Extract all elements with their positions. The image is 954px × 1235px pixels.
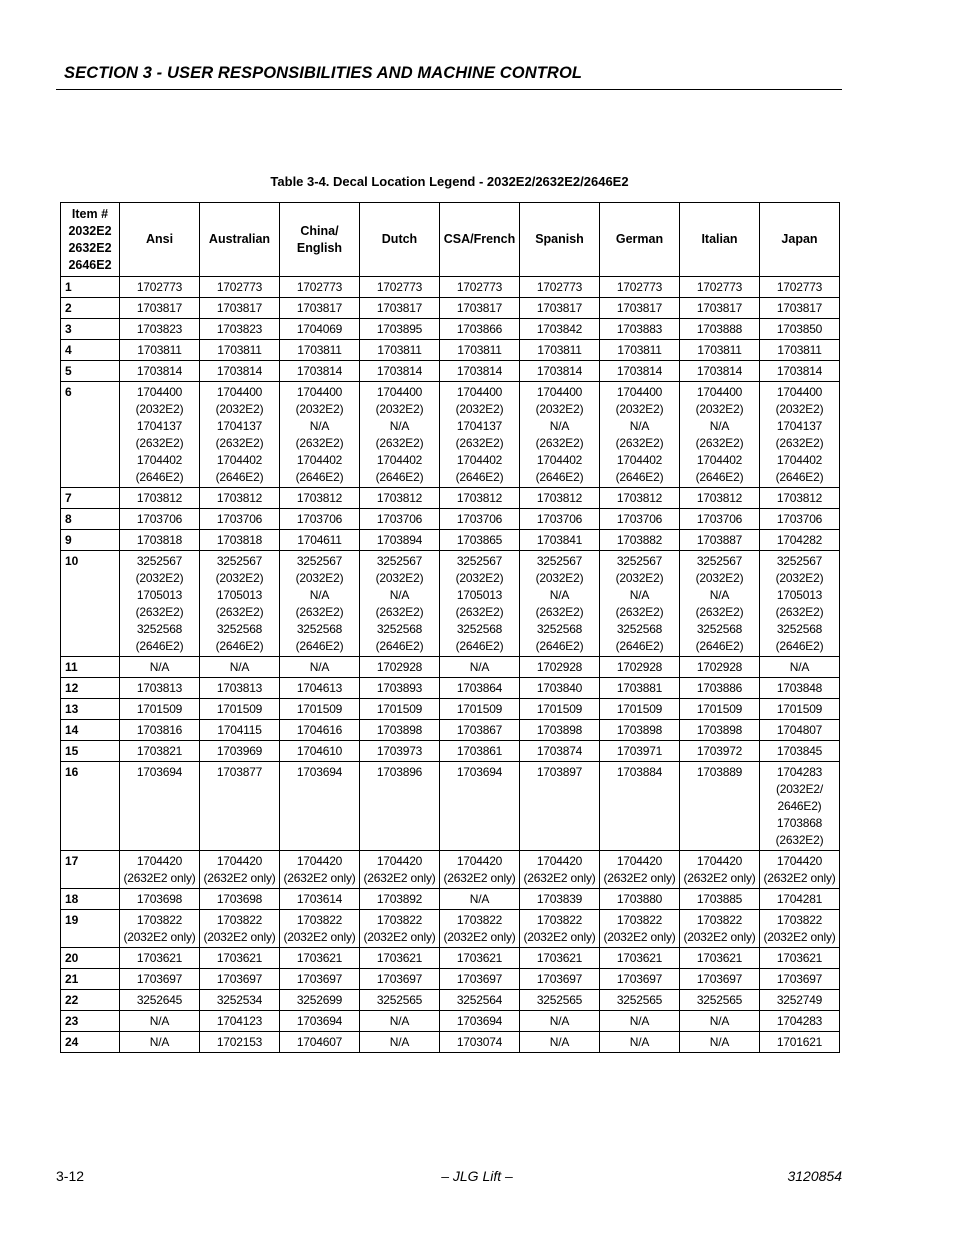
part-number-cell: 1702773 — [440, 277, 520, 298]
part-number-cell: 1704400 (2032E2) N/A (2632E2) 1704402 (2646E2) — [280, 382, 360, 488]
part-number-cell: 1703694 — [440, 762, 520, 851]
part-number-cell: 1703866 — [440, 319, 520, 340]
part-number-cell: 3252749 — [760, 990, 840, 1011]
part-number-cell: N/A — [120, 657, 200, 678]
part-number-cell: 1703886 — [680, 678, 760, 699]
part-number-cell: 1703814 — [280, 361, 360, 382]
part-number-cell: 1703074 — [440, 1032, 520, 1053]
part-number-cell: 1703811 — [360, 340, 440, 361]
part-number-cell: 1703811 — [440, 340, 520, 361]
part-number-cell: 1703812 — [120, 488, 200, 509]
part-number-cell: 1703818 — [120, 530, 200, 551]
part-number-cell: 1703621 — [760, 948, 840, 969]
part-number-cell: 1703813 — [120, 678, 200, 699]
part-number-cell: 1703971 — [600, 741, 680, 762]
part-number-cell: 1703861 — [440, 741, 520, 762]
part-number-cell: 3252534 — [200, 990, 280, 1011]
col-header-csa-french: CSA/French — [440, 203, 520, 277]
part-number-cell: 1703706 — [760, 509, 840, 530]
part-number-cell: 1703812 — [520, 488, 600, 509]
part-number-cell: 1703817 — [760, 298, 840, 319]
part-number-cell: 1704420 (2632E2 only) — [280, 851, 360, 889]
table-row — [61, 298, 840, 319]
part-number-cell: 1703822 (2032E2 only) — [760, 910, 840, 948]
table-row — [61, 277, 840, 298]
part-number-cell: 1703816 — [120, 720, 200, 741]
part-number-cell: 1703893 — [360, 678, 440, 699]
item-number-cell: 16 — [61, 762, 120, 851]
col-header-china-english: China/ English — [280, 203, 360, 277]
part-number-cell: 1703812 — [440, 488, 520, 509]
part-number-cell: 1704420 (2632E2 only) — [440, 851, 520, 889]
part-number-cell: 1702773 — [120, 277, 200, 298]
col-header-german: German — [600, 203, 680, 277]
item-number-cell: 14 — [61, 720, 120, 741]
part-number-cell: 3252567 (2032E2) N/A (2632E2) 3252568 (2646E2) — [360, 551, 440, 657]
table-row — [61, 851, 840, 889]
part-number-cell: 1702773 — [200, 277, 280, 298]
table-row — [61, 678, 840, 699]
part-number-cell: 3252567 (2032E2) N/A (2632E2) 3252568 (2646E2) — [280, 551, 360, 657]
part-number-cell: 1703888 — [680, 319, 760, 340]
part-number-cell: 1703621 — [200, 948, 280, 969]
part-number-cell: 1703823 — [120, 319, 200, 340]
part-number-cell: 1703694 — [280, 1011, 360, 1032]
part-number-cell: 1704123 — [200, 1011, 280, 1032]
table-row — [61, 319, 840, 340]
part-number-cell: 3252699 — [280, 990, 360, 1011]
part-number-cell: 1704281 — [760, 889, 840, 910]
part-number-cell: 1701509 — [440, 699, 520, 720]
item-number-cell: 9 — [61, 530, 120, 551]
part-number-cell: 1703818 — [200, 530, 280, 551]
part-number-cell: 1703898 — [360, 720, 440, 741]
part-number-cell: 1703817 — [280, 298, 360, 319]
part-number-cell: 1703811 — [680, 340, 760, 361]
item-number-cell: 4 — [61, 340, 120, 361]
part-number-cell: 3252567 (2032E2) 1705013 (2632E2) 3252568 (2646E2) — [440, 551, 520, 657]
table-row — [61, 551, 840, 657]
part-number-cell: 1703887 — [680, 530, 760, 551]
part-number-cell: 1703706 — [200, 509, 280, 530]
part-number-cell: 1703814 — [440, 361, 520, 382]
table-row — [61, 1032, 840, 1053]
part-number-cell: 3252645 — [120, 990, 200, 1011]
part-number-cell: 1702928 — [520, 657, 600, 678]
part-number-cell: 1703697 — [760, 969, 840, 990]
header-rule — [56, 89, 842, 90]
table-row — [61, 762, 840, 851]
part-number-cell: 1704420 (2632E2 only) — [120, 851, 200, 889]
part-number-cell: 3252567 (2032E2) 1705013 (2632E2) 3252568 (2646E2) — [200, 551, 280, 657]
part-number-cell: 1703898 — [600, 720, 680, 741]
item-number-cell: 6 — [61, 382, 120, 488]
table-row — [61, 530, 840, 551]
part-number-cell: 1704607 — [280, 1032, 360, 1053]
part-number-cell: 1704283 — [760, 1011, 840, 1032]
part-number-cell: 1703896 — [360, 762, 440, 851]
part-number-cell: 1703895 — [360, 319, 440, 340]
part-number-cell: 1704400 (2032E2) 1704137 (2632E2) 1704402 (2646E2) — [440, 382, 520, 488]
part-number-cell: 1704400 (2032E2) 1704137 (2632E2) 1704402 (2646E2) — [200, 382, 280, 488]
part-number-cell: 1704610 — [280, 741, 360, 762]
part-number-cell: 1703706 — [120, 509, 200, 530]
part-number-cell: 1703874 — [520, 741, 600, 762]
part-number-cell: 1703822 (2032E2 only) — [600, 910, 680, 948]
part-number-cell: 1703822 (2032E2 only) — [520, 910, 600, 948]
part-number-cell: 1703697 — [680, 969, 760, 990]
part-number-cell: 1704807 — [760, 720, 840, 741]
item-number-cell: 3 — [61, 319, 120, 340]
item-number-cell: 24 — [61, 1032, 120, 1053]
part-number-cell: N/A — [600, 1011, 680, 1032]
part-number-cell: 1704400 (2032E2) N/A (2632E2) 1704402 (2646E2) — [360, 382, 440, 488]
part-number-cell: 1702928 — [680, 657, 760, 678]
part-number-cell: 1703817 — [680, 298, 760, 319]
part-number-cell: 1704115 — [200, 720, 280, 741]
part-number-cell: 1703706 — [600, 509, 680, 530]
part-number-cell: 1703822 (2032E2 only) — [120, 910, 200, 948]
col-header-italian: Italian — [680, 203, 760, 277]
part-number-cell: 1703817 — [200, 298, 280, 319]
footer-brand: – JLG Lift – — [441, 1168, 513, 1184]
part-number-cell: 1703881 — [600, 678, 680, 699]
part-number-cell: 1703821 — [120, 741, 200, 762]
part-number-cell: N/A — [440, 657, 520, 678]
part-number-cell: 1703706 — [360, 509, 440, 530]
part-number-cell: 3252567 (2032E2) 1705013 (2632E2) 3252568 (2646E2) — [120, 551, 200, 657]
part-number-cell: 1703698 — [120, 889, 200, 910]
table-row — [61, 720, 840, 741]
part-number-cell: 1704613 — [280, 678, 360, 699]
part-number-cell: 1703811 — [280, 340, 360, 361]
item-number-cell: 1 — [61, 277, 120, 298]
part-number-cell: 1703814 — [360, 361, 440, 382]
part-number-cell: 1702928 — [600, 657, 680, 678]
part-number-cell: 1703969 — [200, 741, 280, 762]
part-number-cell: N/A — [680, 1011, 760, 1032]
part-number-cell: 1704400 (2032E2) N/A (2632E2) 1704402 (2646E2) — [680, 382, 760, 488]
part-number-cell: 1701621 — [760, 1032, 840, 1053]
table-row — [61, 657, 840, 678]
part-number-cell: 1704283 (2032E2/ 2646E2) 1703868 (2632E2) — [760, 762, 840, 851]
part-number-cell: 1704400 (2032E2) 1704137 (2632E2) 1704402 (2646E2) — [120, 382, 200, 488]
document-number: 3120854 — [787, 1168, 842, 1184]
part-number-cell: 1703865 — [440, 530, 520, 551]
part-number-cell: 3252567 (2032E2) N/A (2632E2) 3252568 (2646E2) — [600, 551, 680, 657]
part-number-cell: 1702773 — [600, 277, 680, 298]
part-number-cell: 1703812 — [680, 488, 760, 509]
table-row — [61, 361, 840, 382]
part-number-cell: 1703864 — [440, 678, 520, 699]
part-number-cell: 1704400 (2032E2) N/A (2632E2) 1704402 (2646E2) — [600, 382, 680, 488]
part-number-cell: 1703898 — [680, 720, 760, 741]
part-number-cell: 1703812 — [280, 488, 360, 509]
part-number-cell: N/A — [200, 657, 280, 678]
table-body — [61, 277, 840, 1053]
part-number-cell: 1701509 — [200, 699, 280, 720]
part-number-cell: 1703882 — [600, 530, 680, 551]
table-caption: Table 3-4. Decal Location Legend - 2032E2/2632E2/2646E2 — [270, 174, 629, 189]
table-row — [61, 488, 840, 509]
part-number-cell: 1703880 — [600, 889, 680, 910]
part-number-cell: 1704420 (2632E2 only) — [680, 851, 760, 889]
part-number-cell: 1703811 — [760, 340, 840, 361]
col-header-spanish: Spanish — [520, 203, 600, 277]
part-number-cell: 1703706 — [280, 509, 360, 530]
part-number-cell: 1703840 — [520, 678, 600, 699]
table-row — [61, 699, 840, 720]
part-number-cell: 1703697 — [120, 969, 200, 990]
part-number-cell: 1704400 (2032E2) 1704137 (2632E2) 1704402 (2646E2) — [760, 382, 840, 488]
part-number-cell: 1702773 — [360, 277, 440, 298]
part-number-cell: 1703706 — [440, 509, 520, 530]
part-number-cell: N/A — [360, 1032, 440, 1053]
part-number-cell: 1703811 — [600, 340, 680, 361]
part-number-cell: 1703621 — [120, 948, 200, 969]
part-number-cell: 1703814 — [200, 361, 280, 382]
part-number-cell: 1703822 (2032E2 only) — [200, 910, 280, 948]
part-number-cell: 3252567 (2032E2) 1705013 (2632E2) 3252568 (2646E2) — [760, 551, 840, 657]
part-number-cell: 1703812 — [200, 488, 280, 509]
part-number-cell: 1701509 — [120, 699, 200, 720]
part-number-cell: N/A — [600, 1032, 680, 1053]
part-number-cell: 1703812 — [600, 488, 680, 509]
part-number-cell: 1703706 — [520, 509, 600, 530]
item-number-cell: 19 — [61, 910, 120, 948]
part-number-cell: N/A — [360, 1011, 440, 1032]
part-number-cell: 1703697 — [520, 969, 600, 990]
part-number-cell: 1704420 (2632E2 only) — [360, 851, 440, 889]
part-number-cell: N/A — [120, 1032, 200, 1053]
part-number-cell: 1703812 — [360, 488, 440, 509]
part-number-cell: 1703817 — [440, 298, 520, 319]
part-number-cell: 1702928 — [360, 657, 440, 678]
part-number-cell: 1703822 (2032E2 only) — [280, 910, 360, 948]
part-number-cell: N/A — [520, 1032, 600, 1053]
part-number-cell: 1703892 — [360, 889, 440, 910]
table-header-row — [61, 203, 840, 277]
part-number-cell: 3252567 (2032E2) N/A (2632E2) 3252568 (2646E2) — [680, 551, 760, 657]
table-row — [61, 948, 840, 969]
table-row — [61, 340, 840, 361]
table-row — [61, 969, 840, 990]
part-number-cell: 1703621 — [600, 948, 680, 969]
col-header-japan: Japan — [760, 203, 840, 277]
part-number-cell: 1703850 — [760, 319, 840, 340]
part-number-cell: 1702773 — [760, 277, 840, 298]
part-number-cell: 1701509 — [280, 699, 360, 720]
part-number-cell: 1703706 — [680, 509, 760, 530]
part-number-cell: 1703697 — [360, 969, 440, 990]
part-number-cell: N/A — [280, 657, 360, 678]
part-number-cell: N/A — [440, 889, 520, 910]
part-number-cell: N/A — [760, 657, 840, 678]
part-number-cell: 1702773 — [280, 277, 360, 298]
item-number-cell: 22 — [61, 990, 120, 1011]
decal-location-table — [60, 202, 840, 1053]
table-row — [61, 741, 840, 762]
part-number-cell: 1703698 — [200, 889, 280, 910]
part-number-cell: 1703814 — [520, 361, 600, 382]
item-number-cell: 11 — [61, 657, 120, 678]
part-number-cell: 1701509 — [360, 699, 440, 720]
part-number-cell: 1703845 — [760, 741, 840, 762]
part-number-cell: 1702153 — [200, 1032, 280, 1053]
part-number-cell: 1703621 — [280, 948, 360, 969]
part-number-cell: 1703885 — [680, 889, 760, 910]
col-header-item: Item # 2032E2 2632E2 2646E2 — [61, 203, 120, 277]
part-number-cell: 1703897 — [520, 762, 600, 851]
item-number-cell: 13 — [61, 699, 120, 720]
item-number-cell: 20 — [61, 948, 120, 969]
part-number-cell: 1701509 — [600, 699, 680, 720]
part-number-cell: 1703621 — [360, 948, 440, 969]
part-number-cell: 1703817 — [120, 298, 200, 319]
part-number-cell: 1703848 — [760, 678, 840, 699]
part-number-cell: 1703898 — [520, 720, 600, 741]
part-number-cell: 1703621 — [680, 948, 760, 969]
part-number-cell: 1704420 (2632E2 only) — [760, 851, 840, 889]
item-number-cell: 23 — [61, 1011, 120, 1032]
table-row — [61, 889, 840, 910]
part-number-cell: 1703814 — [680, 361, 760, 382]
part-number-cell: 3252565 — [600, 990, 680, 1011]
part-number-cell: 1703894 — [360, 530, 440, 551]
part-number-cell: N/A — [680, 1032, 760, 1053]
item-number-cell: 5 — [61, 361, 120, 382]
part-number-cell: 1703697 — [600, 969, 680, 990]
part-number-cell: 1701509 — [680, 699, 760, 720]
item-number-cell: 2 — [61, 298, 120, 319]
part-number-cell: 1703694 — [440, 1011, 520, 1032]
part-number-cell: 1704420 (2632E2 only) — [600, 851, 680, 889]
part-number-cell: 1703812 — [760, 488, 840, 509]
part-number-cell: 1703694 — [280, 762, 360, 851]
item-number-cell: 17 — [61, 851, 120, 889]
part-number-cell: 1703621 — [440, 948, 520, 969]
part-number-cell: 1702773 — [520, 277, 600, 298]
part-number-cell: 1704616 — [280, 720, 360, 741]
col-header-dutch: Dutch — [360, 203, 440, 277]
part-number-cell: 1703867 — [440, 720, 520, 741]
part-number-cell: 1704282 — [760, 530, 840, 551]
item-number-cell: 12 — [61, 678, 120, 699]
table-row — [61, 382, 840, 488]
part-number-cell: 1702773 — [680, 277, 760, 298]
part-number-cell: 1703972 — [680, 741, 760, 762]
part-number-cell: 1703822 (2032E2 only) — [680, 910, 760, 948]
part-number-cell: 1704069 — [280, 319, 360, 340]
section-title: SECTION 3 - USER RESPONSIBILITIES AND MACHINE CONTROL — [64, 64, 583, 82]
part-number-cell: 1701509 — [760, 699, 840, 720]
part-number-cell: 1703841 — [520, 530, 600, 551]
part-number-cell: 1703614 — [280, 889, 360, 910]
part-number-cell: 1703697 — [280, 969, 360, 990]
item-number-cell: 15 — [61, 741, 120, 762]
part-number-cell: 1703817 — [520, 298, 600, 319]
item-number-cell: 8 — [61, 509, 120, 530]
part-number-cell: 1703813 — [200, 678, 280, 699]
table-row — [61, 990, 840, 1011]
part-number-cell: 1703883 — [600, 319, 680, 340]
part-number-cell: 1703814 — [120, 361, 200, 382]
part-number-cell: 1703697 — [440, 969, 520, 990]
part-number-cell: 1703839 — [520, 889, 600, 910]
part-number-cell: 1703842 — [520, 319, 600, 340]
part-number-cell: 1703621 — [520, 948, 600, 969]
part-number-cell: 1703697 — [200, 969, 280, 990]
item-number-cell: 7 — [61, 488, 120, 509]
table-row — [61, 910, 840, 948]
part-number-cell: 1703811 — [520, 340, 600, 361]
part-number-cell: 1704420 (2632E2 only) — [200, 851, 280, 889]
part-number-cell: 1701509 — [520, 699, 600, 720]
item-number-cell: 18 — [61, 889, 120, 910]
col-header-australian: Australian — [200, 203, 280, 277]
part-number-cell: 1703811 — [120, 340, 200, 361]
part-number-cell: 1703889 — [680, 762, 760, 851]
part-number-cell: N/A — [120, 1011, 200, 1032]
part-number-cell: 1703814 — [600, 361, 680, 382]
part-number-cell: 1703817 — [600, 298, 680, 319]
part-number-cell: 1703694 — [120, 762, 200, 851]
part-number-cell: 3252567 (2032E2) N/A (2632E2) 3252568 (2646E2) — [520, 551, 600, 657]
part-number-cell: 1703823 — [200, 319, 280, 340]
table-row — [61, 509, 840, 530]
part-number-cell: 3252564 — [440, 990, 520, 1011]
col-header-ansi: Ansi — [120, 203, 200, 277]
part-number-cell: 1703822 (2032E2 only) — [440, 910, 520, 948]
part-number-cell: 1703822 (2032E2 only) — [360, 910, 440, 948]
part-number-cell: 1703811 — [200, 340, 280, 361]
part-number-cell: 1703817 — [360, 298, 440, 319]
part-number-cell: 3252565 — [360, 990, 440, 1011]
part-number-cell: 1703814 — [760, 361, 840, 382]
part-number-cell: 1704611 — [280, 530, 360, 551]
part-number-cell: 1704400 (2032E2) N/A (2632E2) 1704402 (2646E2) — [520, 382, 600, 488]
item-number-cell: 10 — [61, 551, 120, 657]
part-number-cell: N/A — [520, 1011, 600, 1032]
table-row — [61, 1011, 840, 1032]
page-number: 3-12 — [56, 1168, 85, 1184]
part-number-cell: 3252565 — [520, 990, 600, 1011]
part-number-cell: 3252565 — [680, 990, 760, 1011]
part-number-cell: 1703877 — [200, 762, 280, 851]
item-number-cell: 21 — [61, 969, 120, 990]
part-number-cell: 1704420 (2632E2 only) — [520, 851, 600, 889]
part-number-cell: 1703884 — [600, 762, 680, 851]
part-number-cell: 1703973 — [360, 741, 440, 762]
